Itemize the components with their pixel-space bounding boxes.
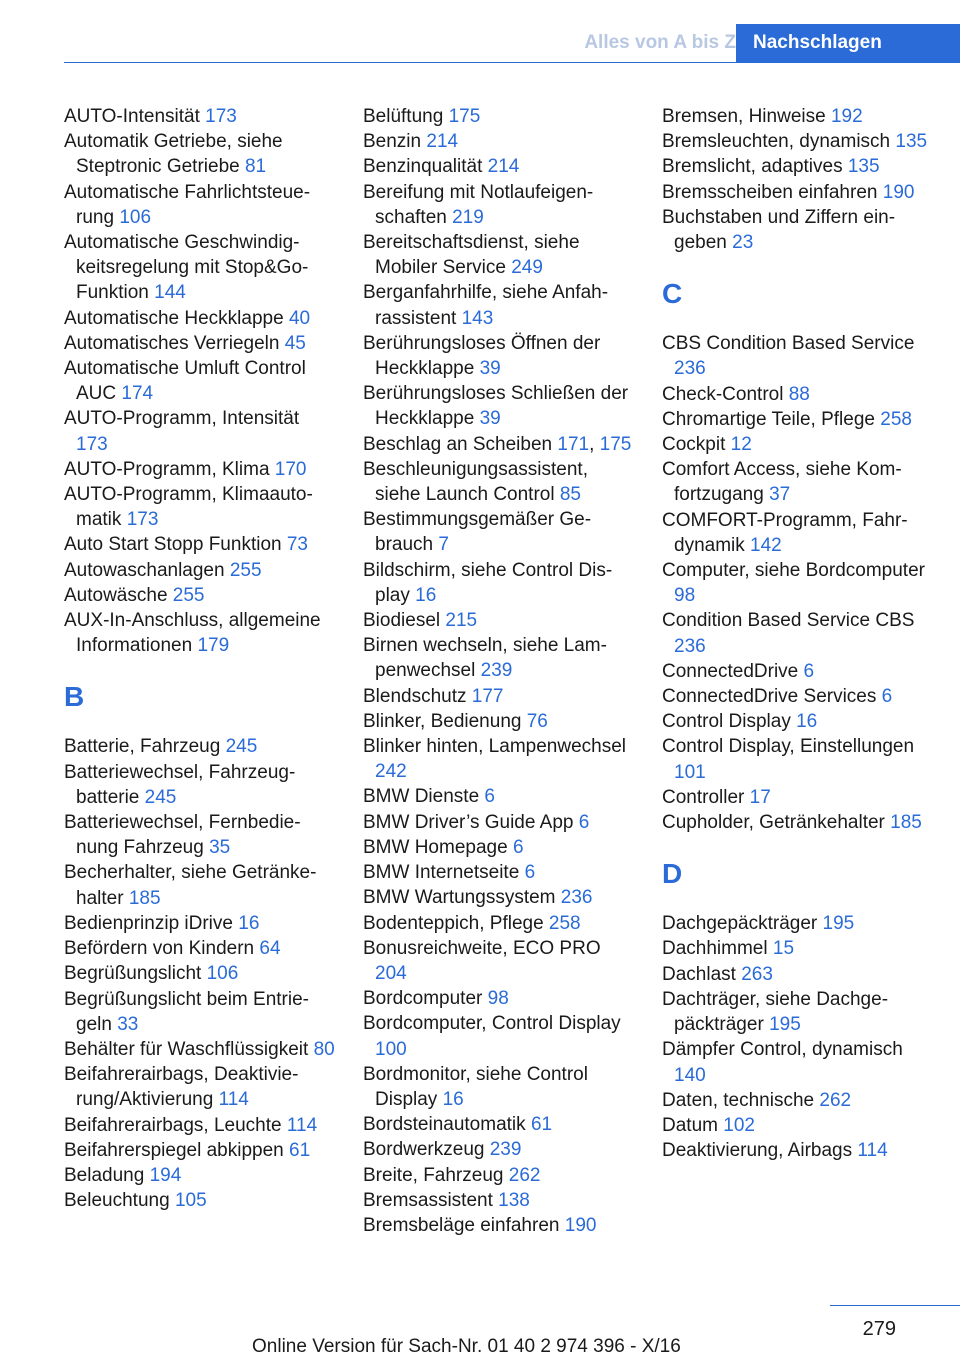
index-entry [363,1112,635,1137]
index-entry [64,1188,336,1213]
index-page-link[interactable]: 179 [197,635,230,657]
index-entry-term: ConnectedDrive Services [662,686,877,708]
index-page-link[interactable]: 88 [788,383,810,405]
index-entry-term: Bremsbeläge einfahren [363,1214,560,1236]
index-page-link[interactable]: 249 [511,257,543,279]
index-entry [662,684,934,709]
index-page-link[interactable]: 101 [674,761,706,783]
index-entry-term: Automatisches Verriegeln [64,332,280,354]
index-letter-heading: C [662,278,683,310]
index-page-link[interactable]: 177 [471,685,504,707]
index-page-link[interactable]: 173 [205,106,237,127]
index-entry-term: Dachgepäckträger [662,913,818,935]
index-entry-term: Daten, technische [662,1089,815,1111]
index-entry-term: Befördern von Kindern [64,938,255,960]
index-entry-term: Biodiesel [363,610,441,632]
index-entry-term: Control Display [662,711,791,733]
index-entry-term: COMFORT-Programm, Fahrdynamik [662,509,908,556]
index-page-link[interactable]: 262 [508,1164,541,1186]
index-entry-term: Batterie, Fahrzeug [64,736,221,758]
index-page-link[interactable]: 73 [286,534,308,556]
index-page-link[interactable]: 35 [209,837,231,859]
index-entry-term: Automatische Fahrlichtsteuerung [64,181,311,228]
index-entry-term: Comfort Access, siehe Komfortzugang [662,459,902,506]
index-entry [64,532,336,557]
index-entry-term: BMW Internetseite [363,862,520,884]
page-number: 279 [862,1318,896,1340]
index-entry [64,306,336,331]
index-entry-term: Beifahrerairbags, Leuchte [64,1114,282,1136]
index-page-link[interactable]: 100 [375,1038,407,1060]
index-entry [662,785,934,810]
index-entry-term: Cockpit [662,434,726,456]
index-page-link[interactable]: 105 [174,1190,207,1212]
index-page-link[interactable]: 33 [117,1013,139,1035]
index-page-link[interactable]: 195 [769,1014,801,1036]
index-entry [662,104,934,129]
index-page-link[interactable]: 144 [154,282,186,304]
index-entry-term: Controller [662,786,745,808]
index-entry-term: Beleuchtung [64,1190,170,1212]
index-entry [64,331,336,356]
index-page-link[interactable]: 39 [479,408,501,430]
index-entry-term: Beschlag an Scheiben [363,433,553,455]
index-entry [662,936,934,961]
index-entry [64,734,336,759]
index-page-link[interactable]: 215 [445,610,478,632]
index-page-link[interactable]: 242 [375,761,407,783]
index-entry [363,633,635,683]
index-page-link[interactable]: 214 [426,131,459,153]
index-page-link[interactable]: 143 [461,307,494,329]
index-entry [662,508,934,558]
index-page-link[interactable]: 106 [119,206,152,228]
index-page-link[interactable]: 239 [489,1139,522,1161]
index-entry: Beschlag an Scheiben 171, 175 [363,433,632,455]
index-page-link[interactable]: 17 [749,786,771,808]
index-entry-term: Berührungsloses Schließen der Heckklappe [363,383,629,430]
index-entry [662,180,934,205]
index-page-link[interactable]: 140 [674,1064,706,1086]
index-entry-term: Bremslicht, adaptives [662,156,843,178]
index-entry [64,760,336,810]
index-page-link[interactable]: 80 [313,1038,335,1060]
index-entry-term: AUTO-Intensität [64,106,200,127]
index-page-link[interactable]: 170 [274,458,307,480]
index-entry-term: Bordcomputer [363,988,483,1010]
index-entry-term: Bordcomputer, Control Display [363,1013,621,1035]
index-entry-term: Blendschutz [363,685,467,707]
index-column-1 [64,104,336,1213]
index-page-link[interactable]: 262 [819,1089,852,1111]
index-entry-term: Automatische Umluft Control AUC [64,358,306,405]
index-page-link[interactable]: 6 [512,836,524,858]
index-page-link[interactable]: 173 [76,433,108,455]
index-entry-term: AUTO-Programm, Intensität [64,408,300,430]
index-entry-term: BMW Wartungssystem [363,887,556,909]
index-entry [662,205,934,255]
index-page-link[interactable]: 255 [229,559,262,581]
index-entry [363,1188,635,1213]
index-page-link[interactable]: 106 [206,963,239,985]
index-page-link[interactable]: 40 [288,307,311,329]
index-page-link[interactable]: 45 [284,332,306,354]
index-page-link[interactable]: 258 [548,912,581,934]
index-page-link[interactable]: 236 [560,887,593,909]
index-entry-term: BMW Homepage [363,836,508,858]
index-entry [363,784,635,809]
index-entry [363,1213,635,1238]
index-entry-term: Condition Based Service CBS [662,610,915,632]
index-page-link[interactable]: 16 [415,584,437,606]
index-entry [363,129,635,154]
index-page-link[interactable]: 114 [286,1114,318,1136]
index-entry-term: Bremsleuchten, dynamisch [662,131,891,153]
index-entry [662,962,934,987]
index-entry [662,457,934,507]
index-page-link[interactable]: 135 [895,131,928,153]
index-page-link[interactable]: 114 [218,1089,249,1111]
index-entry [64,1138,336,1163]
index-page-link[interactable]: 190 [882,181,915,203]
index-entry-term: Begrüßungslicht [64,963,202,985]
index-entry-term: Auto Start Stopp Funktion [64,534,282,556]
index-page-link[interactable]: 258 [880,408,912,430]
index-page-link[interactable]: 194 [149,1164,182,1186]
index-page-link[interactable]: 98 [487,988,509,1010]
index-page-link[interactable]: 236 [674,358,706,380]
index-entry-term: AUX-In-Anschluss, allgemeine Informationen [64,610,321,657]
index-page-link[interactable]: 85 [559,484,581,506]
index-entry-term: Computer, siehe Bordcomputer [662,560,925,582]
index-entry [363,936,635,986]
index-page-link[interactable]: 39 [479,358,501,380]
index-entry [64,457,336,482]
index-entry-term: Blinker, Bedienung [363,710,522,732]
index-entry-term: Begrüßungslicht beim Entriegeln [64,988,309,1035]
index-page-link[interactable]: 6 [881,686,893,708]
index-entry [363,1011,635,1061]
index-entry [363,457,635,507]
index-page-link[interactable]: 245 [144,786,177,808]
header-section-title: Alles von A bis Z [584,32,736,53]
index-entry-term: Bremsscheiben einfahren [662,181,878,203]
index-entry-term: Breite, Fahrzeug [363,1164,504,1186]
index-page-link[interactable]: 185 [890,812,922,834]
index-page-link[interactable]: 219 [452,206,484,228]
index-page-link[interactable]: 61 [530,1114,553,1136]
index-entry [64,482,336,532]
index-page-link[interactable]: 142 [750,534,782,556]
index-entry-term: AUTO-Programm, Klimaautomatik [64,484,313,531]
index-page-link[interactable]: 174 [121,383,154,405]
index-entry [662,659,934,684]
footer-rule [830,1305,960,1306]
index-page-link[interactable]: 6 [524,862,536,884]
index-entry [662,407,934,432]
index-entry-term: Beifahrerairbags, Deaktivierung/Aktivierung [64,1064,299,1111]
index-entry [64,230,336,306]
index-entry [64,129,336,179]
index-page-link[interactable]: 192 [830,106,863,127]
index-entry-term: Cupholder, Getränkehalter [662,812,885,834]
index-entry-term: Belüftung [363,106,444,127]
header-rule [64,62,960,63]
index-page-link[interactable]: 16 [442,1088,464,1110]
index-entry [662,810,934,835]
index-entry [662,709,934,734]
index-entry-term: Chromartige Teile, Pflege [662,408,875,430]
index-entry [363,986,635,1011]
index-page-link[interactable]: 6 [803,660,815,682]
index-page-link[interactable]: 23 [732,232,754,254]
index-entry [64,356,336,406]
index-entry-term: ConnectedDrive [662,660,799,682]
index-entry-term: Bordmonitor, siehe Control Display [363,1063,588,1110]
index-entry-term: Dachlast [662,963,736,985]
index-page-link[interactable]: 185 [128,887,161,909]
index-entry-term: BMW Dienste [363,786,480,808]
index-entry-term: Berganfahrhilfe, siehe Anfahrassistent [363,282,609,329]
index-page-link[interactable]: 6 [578,811,590,833]
index-page-link[interactable]: 102 [723,1114,755,1136]
index-page-link[interactable]: 175 [448,106,481,127]
index-entry-term: Bereitschaftsdienst, siehe Mobiler Service [363,232,580,279]
index-letter-heading: D [662,858,683,890]
index-entry [363,911,635,936]
index-entry [662,1088,934,1113]
index-entry [662,129,934,154]
index-entry-term: Dachhimmel [662,938,768,960]
index-page-link[interactable]: 245 [225,736,258,758]
index-entry [662,331,934,381]
index-entry [363,154,635,179]
index-page-link[interactable]: 76 [526,710,548,732]
index-entry [64,608,336,658]
index-page-link[interactable]: 12 [730,434,752,456]
index-entry [64,104,336,129]
index-entry-term: Dämpfer Control, dynamisch [662,1039,903,1061]
index-page-link[interactable]: 171 [557,433,590,455]
index-entry-term: Buchstaben und Ziffern eingeben [662,206,896,254]
index-page-link[interactable]: 16 [238,912,260,934]
index-entry [363,709,635,734]
index-page-link[interactable]: 255 [172,584,205,606]
index-page-link[interactable]: 81 [244,156,267,178]
index-entry [363,860,635,885]
index-entry-term: CBS Condition Based Service [662,333,915,355]
index-entry [363,810,635,835]
index-entry [662,382,934,407]
index-entry [662,154,934,179]
index-entry-term: Batteriewechsel, Fahrzeugbatterie [64,761,296,808]
index-page-link[interactable]: 114 [857,1140,888,1162]
index-page-link[interactable]: 204 [375,962,407,984]
index-entry [363,885,635,910]
index-entry-term: Becherhalter, siehe Getränkehalter [64,862,317,909]
index-entry-term: Batteriewechsel, Fernbedienung Fahrzeug [64,812,301,859]
index-entry [64,406,336,456]
index-entry [64,1062,336,1112]
index-entry-term: Bordsteinautomatik [363,1114,526,1136]
index-entry [662,911,934,936]
index-entry [64,936,336,961]
index-entry-term: Control Display, Einstellungen [662,736,915,758]
index-entry-term: Benzinqualität [363,156,483,178]
index-entry-term: Check-Control [662,383,784,405]
index-entry [64,1113,336,1138]
index-page-link[interactable]: 195 [822,913,855,935]
index-entry-term: Bremsen, Hinweise [662,106,826,127]
index-column-3 [662,104,934,1163]
index-page-link[interactable]: 64 [259,938,281,960]
index-entry [363,1163,635,1188]
index-entry [64,180,336,230]
index-entry-term: Dachträger, siehe Dachgepäckträger [662,988,889,1036]
index-entry [662,608,934,658]
index-entry-term: Bestimmungsgemäßer Gebrauch [363,509,592,556]
index-page-link[interactable]: 16 [796,711,818,733]
index-entry-term: Behälter für Waschflüssigkeit [64,1038,309,1060]
index-entry [363,381,635,431]
index-entry [662,987,934,1037]
index-entry-term: Berührungsloses Öffnen der Heckklappe [363,332,601,380]
index-entry [64,860,336,910]
index-entry-term: Beladung [64,1164,145,1186]
index-entry [363,180,635,230]
index-entry-term: Bildschirm, siehe Control Display [363,559,613,606]
index-entry-term: Bereifung mit Notlaufeigenschaften [363,181,594,228]
index-entry-term: Bedienprinzip iDrive [64,912,233,934]
index-entry [363,608,635,633]
index-entry [363,230,635,280]
index-entry-term: Datum [662,1114,718,1136]
index-page-link[interactable]: 15 [772,938,795,960]
index-entry [363,558,635,608]
index-entry [363,734,635,784]
index-page-link[interactable]: 190 [564,1214,597,1236]
index-page-link[interactable]: 6 [484,786,495,808]
edition-footer: Online Version für Sach-Nr. 01 40 2 974 396 - X/16 [252,1336,681,1357]
index-entry [363,1137,635,1162]
index-page-link[interactable]: 214 [487,156,520,178]
index-entry-term: Beifahrerspiegel abkippen [64,1139,284,1161]
index-page-link[interactable]: 138 [498,1189,530,1211]
index-entry-term: Bonusreichweite, ECO PRO [363,937,601,959]
index-entry [64,987,336,1037]
index-entry [64,810,336,860]
index-entry [64,583,336,608]
index-page-link[interactable]: 175 [599,433,632,455]
index-page-link[interactable]: 173 [126,509,159,531]
index-entry [64,1163,336,1188]
index-entry-term: AUTO-Programm, Klima [64,458,270,480]
index-page-link[interactable]: 61 [289,1139,311,1161]
index-page-link[interactable]: 236 [674,635,706,657]
index-entry-term: Bordwerkzeug [363,1139,485,1161]
index-entry [363,280,635,330]
index-page-link[interactable]: 37 [769,484,791,506]
index-entry [662,1037,934,1087]
index-entry [662,1113,934,1138]
index-entry-term: Automatische Geschwindigkeitsregelung mit Stop&Go-Funktion [64,232,309,304]
index-entry [64,558,336,583]
index-entry-term: Beschleunigungsassistent, siehe Launch Control [363,458,588,506]
index-letter-heading: B [64,681,85,713]
index-entry [662,558,934,608]
index-entry-term: Autowaschanlagen [64,559,225,581]
index-entry-term: Autowäsche [64,584,168,606]
index-entry [662,734,934,784]
index-entry [64,911,336,936]
index-entry [363,331,635,381]
header-chapter-tab [736,24,960,62]
index-column-2 [363,104,635,1238]
index-entry-term: BMW Driver’s Guide App [363,811,574,833]
index-entry-term: Bodenteppich, Pflege [363,912,544,934]
index-page-link[interactable]: 7 [438,534,449,556]
index-entry [363,104,635,129]
index-entry [662,1138,934,1163]
index-entry-term: Benzin [363,131,422,153]
index-entry-term: Automatik Getriebe, siehe Steptronic Getriebe [64,131,283,178]
index-entry [363,507,635,557]
index-entry [363,835,635,860]
index-page-link[interactable]: 135 [847,156,880,178]
index-entry [363,1062,635,1112]
index-entry-term: Blinker hinten, Lampenwechsel [363,736,626,758]
index-entry [64,961,336,986]
index-page-link[interactable]: 98 [674,585,696,607]
index-page-link[interactable]: 263 [741,963,773,985]
index-entry [363,684,635,709]
header-chapter-label: Nachschlagen [753,32,882,53]
index-entry [662,432,934,457]
index-entry-term: Deaktivierung, Airbags [662,1140,853,1162]
index-entry [64,1037,336,1062]
index-entry-term: Bremsassistent [363,1189,493,1211]
index-page-link[interactable]: 239 [480,660,513,682]
index-entry-term: Automatische Heckklappe [64,307,284,329]
index-entry-term: Birnen wechseln, siehe Lampenwechsel [363,635,607,682]
